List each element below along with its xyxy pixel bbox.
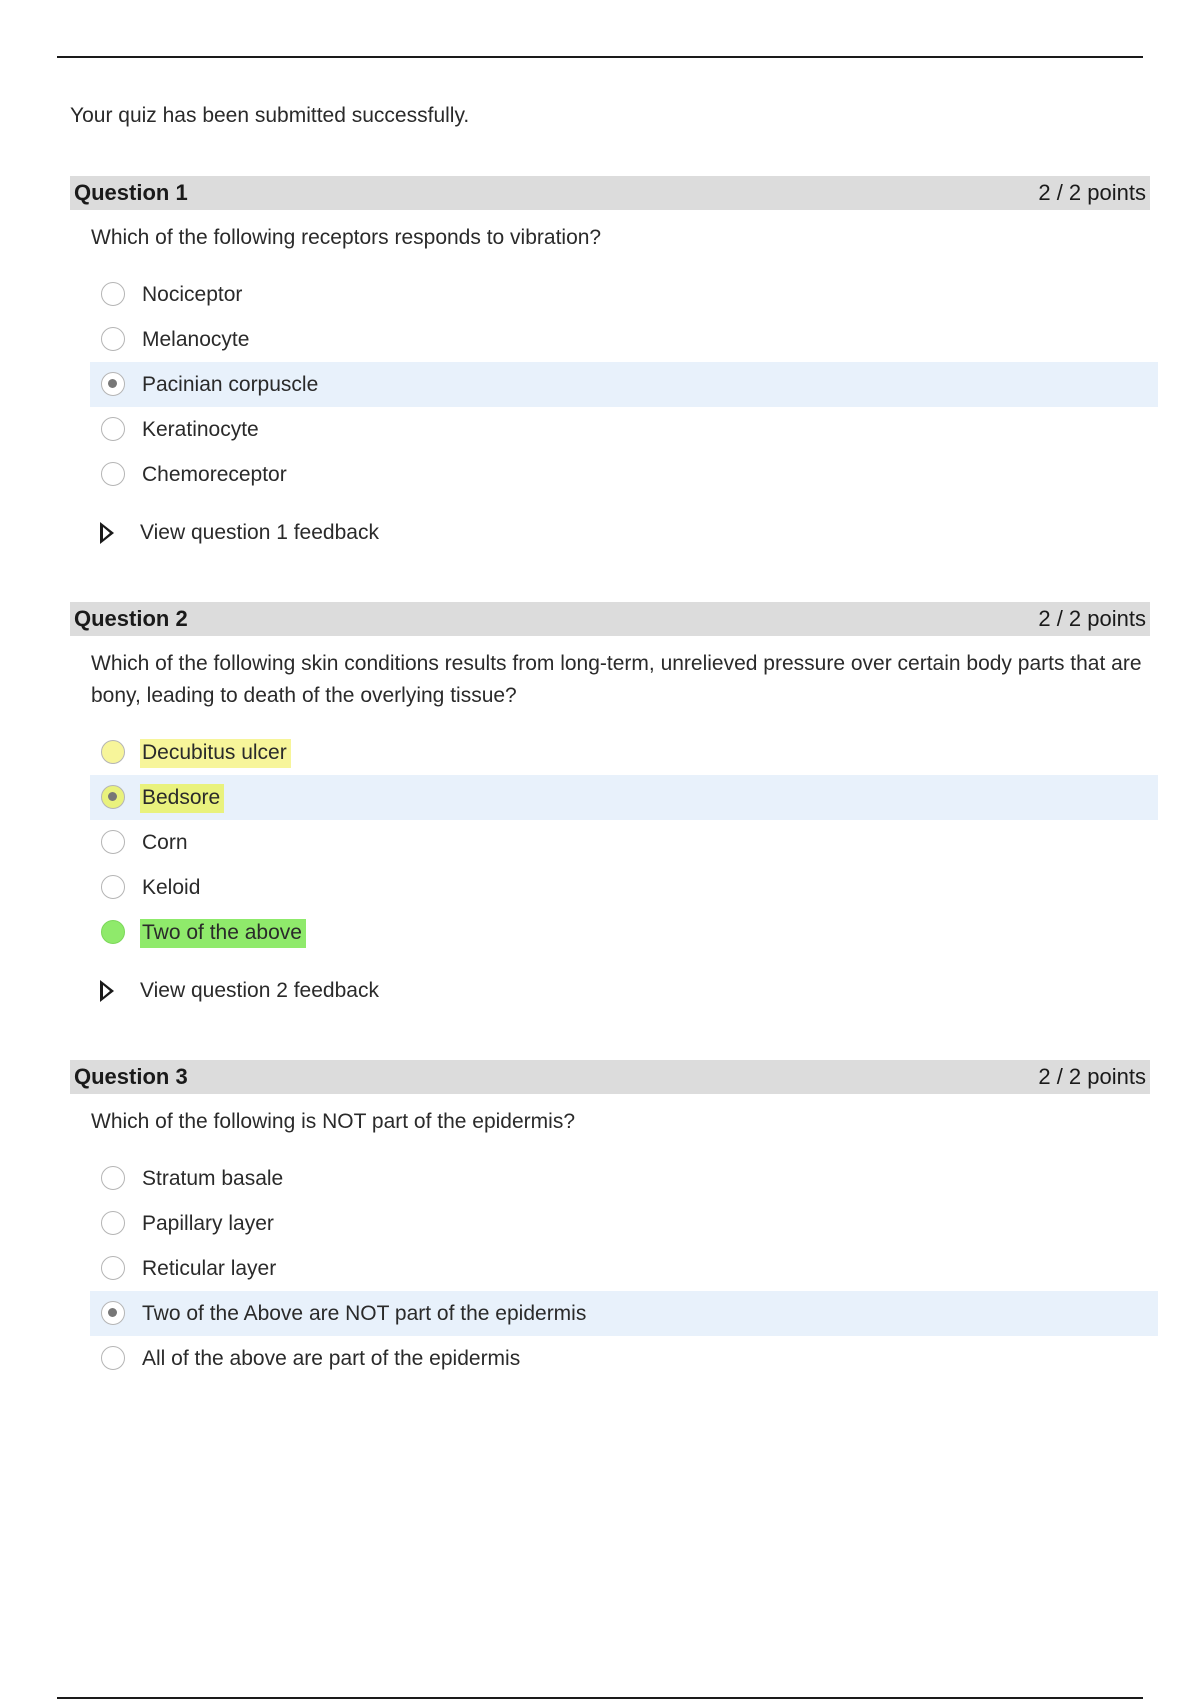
expand-triangle-icon[interactable] [100, 980, 114, 1002]
option-label: All of the above are part of the epidermis [142, 1347, 521, 1370]
option-label: Stratum basale [142, 1167, 284, 1190]
answer-options [70, 272, 1150, 497]
option-label: Papillary layer [142, 1212, 274, 1235]
option-label: Melanocyte [142, 328, 250, 351]
radio-button[interactable] [101, 1211, 125, 1235]
answer-option[interactable] [90, 1336, 1158, 1381]
answer-option[interactable] [90, 272, 1158, 317]
radio-button[interactable] [101, 1166, 125, 1190]
question-points: 2 / 2 points [1038, 1064, 1146, 1089]
option-label: Two of the Above are NOT part of the epidermis [142, 1302, 587, 1325]
answer-option[interactable] [90, 1201, 1158, 1246]
bottom-divider [57, 1697, 1143, 1699]
radio-button[interactable] [101, 1346, 125, 1370]
answer-option[interactable] [90, 407, 1158, 452]
feedback-toggle[interactable] [100, 975, 1150, 1007]
option-label: Pacinian corpuscle [142, 373, 319, 396]
question-text: Which of the following receptors responds to vibration? [91, 226, 602, 249]
answer-option-selected[interactable] [90, 775, 1158, 820]
radio-button[interactable] [101, 462, 125, 486]
answer-option-selected[interactable] [90, 1291, 1158, 1336]
question-title: Question 1 [74, 180, 188, 205]
question-2 [70, 602, 1150, 1007]
radio-dot [108, 1308, 117, 1317]
option-label: Bedsore [140, 784, 224, 813]
answer-option[interactable] [90, 1156, 1158, 1201]
question-points: 2 / 2 points [1038, 180, 1146, 205]
radio-dot [108, 379, 117, 388]
question-text: Which of the following is NOT part of the epidermis? [91, 1110, 575, 1133]
submission-confirmation: Your quiz has been submitted successfully. [70, 104, 470, 127]
expand-triangle-icon[interactable] [100, 522, 114, 544]
question-1 [70, 176, 1150, 549]
radio-button[interactable] [101, 282, 125, 306]
radio-button[interactable] [101, 417, 125, 441]
radio-button[interactable] [101, 920, 125, 944]
option-label: Reticular layer [142, 1257, 277, 1280]
radio-dot [108, 792, 117, 801]
top-divider [57, 56, 1143, 58]
feedback-link-label[interactable]: View question 1 feedback [140, 521, 379, 544]
option-label: Chemoreceptor [142, 463, 287, 486]
radio-button[interactable] [101, 740, 125, 764]
answer-option[interactable] [90, 910, 1158, 955]
question-text: Which of the following skin conditions results from long-term, unrelieved pressure over certain body parts that are bony, leading to death of the overlying tissue? [91, 652, 1142, 707]
question-title: Question 2 [74, 606, 188, 631]
feedback-link-label[interactable]: View question 2 feedback [140, 979, 379, 1002]
answer-option[interactable] [90, 1246, 1158, 1291]
question-points: 2 / 2 points [1038, 606, 1146, 631]
radio-button-checked[interactable] [101, 372, 125, 396]
radio-button-checked[interactable] [101, 785, 125, 809]
option-label: Corn [142, 831, 188, 854]
radio-button-checked[interactable] [101, 1301, 125, 1325]
answer-options [70, 730, 1150, 955]
answer-option-selected[interactable] [90, 362, 1158, 407]
radio-button[interactable] [101, 1256, 125, 1280]
option-label: Nociceptor [142, 283, 243, 306]
feedback-toggle[interactable] [100, 517, 1150, 549]
radio-button[interactable] [101, 875, 125, 899]
question-title: Question 3 [74, 1064, 188, 1089]
radio-button[interactable] [101, 830, 125, 854]
option-label: Two of the above [140, 919, 306, 948]
answer-option[interactable] [90, 317, 1158, 362]
question-header [70, 1060, 1150, 1094]
option-label: Keloid [142, 876, 201, 899]
answer-option[interactable] [90, 730, 1158, 775]
answer-option[interactable] [90, 820, 1158, 865]
option-label: Keratinocyte [142, 418, 259, 441]
option-label: Decubitus ulcer [140, 739, 291, 768]
question-header [70, 176, 1150, 210]
answer-option[interactable] [90, 452, 1158, 497]
question-3 [70, 1060, 1150, 1381]
radio-button[interactable] [101, 327, 125, 351]
answer-option[interactable] [90, 865, 1158, 910]
question-header [70, 602, 1150, 636]
answer-options [70, 1156, 1150, 1381]
